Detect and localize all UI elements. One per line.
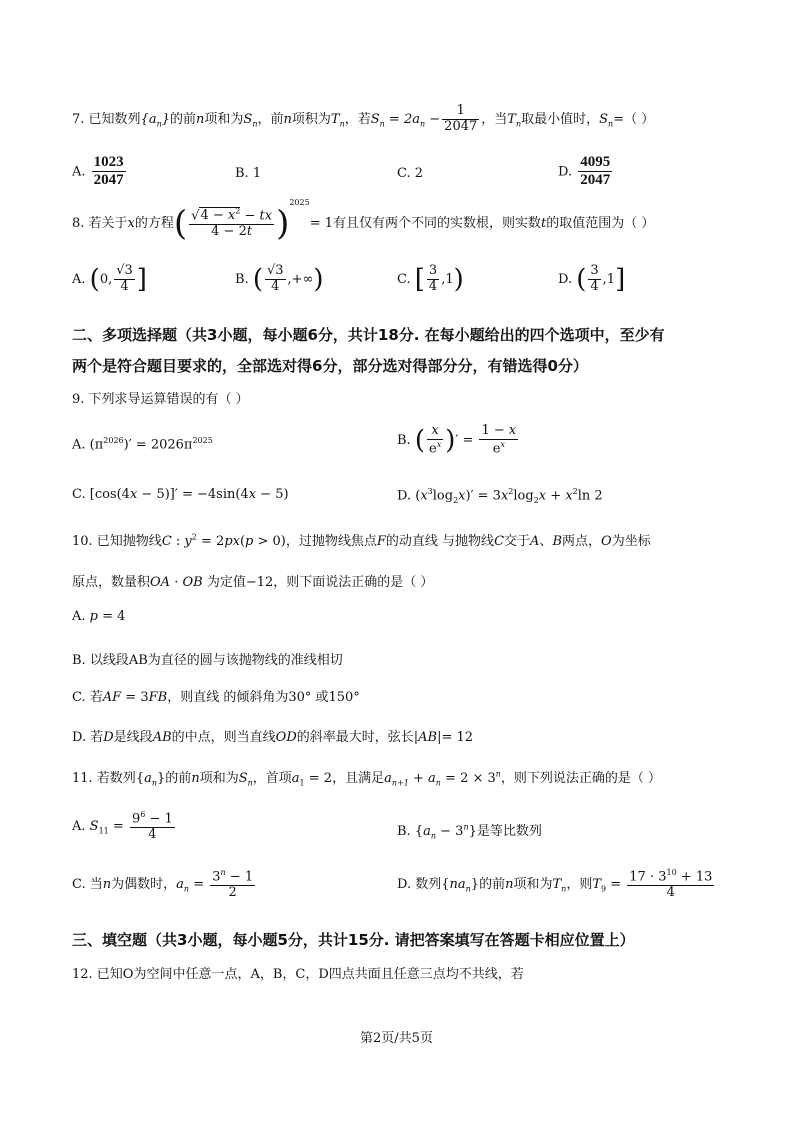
section-2-heading-line2: 两个是符合题目要求的，全部选对得6分，部分选对得部分分，有错选得0分） [72,357,588,375]
fraction-1-2047: $\frac{1}{2047}$ [444,103,478,134]
page-footer: 第2页/共5页 [360,1031,433,1046]
section-3-heading: 三、填空题（共3小题，每小题5分，共计15分. 请把答案填写在答题卡相应位置上） [72,931,635,949]
question-8: 8. 若关于x的方程( $\frac{√4 - x^2 - tx}{4 - 2t}$ )$^{2025}$= 1有且仅有两个不同的实数根，则实数t的取值范围为（ ） [72,198,655,244]
q10-option-b: B. 以线段AB为直径的圆与该抛物线的准线相切 [72,653,343,668]
q9-option-c: C. [cos(4x − 5)]′ = −4sin(4x − 5) [72,487,289,502]
q10-option-a: A. p = 4 [72,609,126,624]
q9-option-b: B. ( $\frac{x}{e^x}$ )′ = $\frac{1 - x}{e^x}$ [397,423,517,457]
equation-fraction: $\frac{√4 - x^2 - tx}{4 - 2t}$ [191,206,273,240]
question-9: 9. 下列求导运算错误的有（ ） [72,392,249,407]
q7-option-d: D. $\frac{4095}{2047}$ [558,154,611,189]
q11-option-a: A. $S_{11}$ = $\frac{9^6 - 1}{4}$ [72,810,173,843]
q11-option-c: C. 当n为偶数时，$a_n$ = $\frac{3^n - 1}{2}$ [72,868,254,901]
question-11: 11. 若数列$\{a_n\}$的前n项和为$S_n$，首项$a_1 = 2$，且满足$a_{n+1} + a_n = 2 \times 3^n$，则下列说法正确的是（ ） [72,769,662,788]
section-2-heading-line1: 二、多项选择题（共3小题，每小题6分，共计18分. 在每小题给出的四个选项中，至少有 [72,326,665,344]
q7-option-a: A. $\frac{1023}{2047}$ [72,154,124,189]
q8-option-a: A. (0, $\frac{√3}{4}$ ] [72,263,147,295]
question-7: 7. 已知数列$\{a_n\}$的前n项和为$S_n$，前n项积为$T_n$，若$S_n = 2a_n$ − $\frac{1}{2047}$ ，当$T_n$取最小值时，$S_n=$（ ） [72,103,655,134]
q8-option-d: D. ( $\frac{3}{4}$ ,1] [558,263,626,295]
q9-option-a: A. $(\pi^{2026})' = 2026\pi^{2025}$ [72,436,213,453]
question-10-line2: 原点，数量积OA · OB 为定值−12，则下面说法正确的是（ ） [72,575,434,590]
q8-option-c: C. [ $\frac{3}{4}$ ,1) [397,263,464,295]
question-10-line1: 10. 已知抛物线C : $y^2 = 2px(p > 0)$，过抛物线焦点F的动直线 与抛物线C交于A、B两点，O为坐标 [72,532,651,549]
question-12: 12. 已知O为空间中任意一点，A，B，C，D四点共面且任意三点均不共线，若 [72,967,524,982]
q8-option-b: B. ( $\frac{√3}{4}$ ,+∞) [235,263,324,295]
q7-option-c: C. 2 [397,166,424,181]
q11-option-d: D. 数列$\{na_n\}$的前n项和为$T_n$，则$T_9$ = $\frac{17 \cdot 3^{10} + 13}{4}$ [397,868,713,901]
q7-option-b: B. 1 [235,166,262,181]
q10-option-c: C. 若AF = 3FB，则直线 的倾斜角为30° 或150° [72,690,360,705]
seq-a-n: $\{a_n\}$ [140,111,171,129]
q10-option-d: D. 若D是线段AB的中点，则当直线OD的斜率最大时，弦长|AB|= 12 [72,730,474,745]
q9-option-d: D. $(x^3\log_2x)' = 3x^2\log_2x + x^2\ln$ 2 [397,487,603,505]
q11-option-b: B. $\{a_n - 3^n\}$是等比数列 [397,822,542,841]
